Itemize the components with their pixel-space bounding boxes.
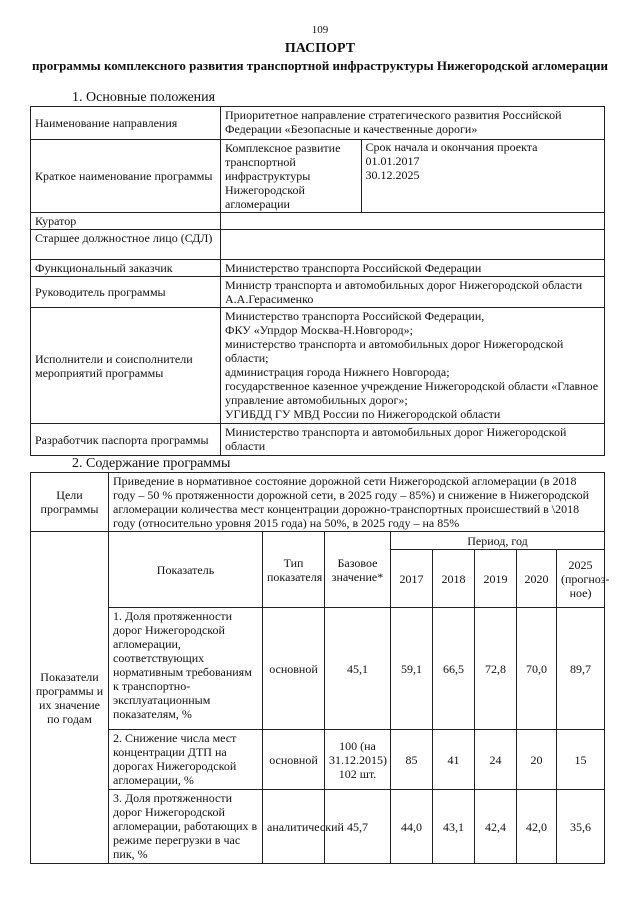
row-label: Исполнители и соисполнители мероприятий программы	[31, 308, 221, 424]
indicator-base: 100 (на 31.12.2015) 102 шт.	[325, 730, 391, 790]
indicator-value: 41	[433, 730, 475, 790]
indicator-base: 45,1	[325, 608, 391, 730]
indicators-label: Показатели программы и их значение по годам	[31, 532, 109, 864]
header-year: 2017	[391, 550, 433, 608]
indicator-name: 3. Доля протяженности дорог Нижегородской агломерации, работающих в режиме перегрузки в час пик, %	[109, 790, 263, 864]
document-title: ПАСПОРТ	[284, 41, 356, 56]
row-value: Министерство транспорта Российской Федерации	[221, 260, 605, 277]
row-value: Приоритетное направление стратегического развития Российской Федерации «Безопасные и качественные дороги»	[221, 107, 605, 140]
project-period	[361, 140, 604, 212]
indicator-value: 15	[557, 730, 605, 790]
indicator-value: 42,4	[475, 790, 517, 864]
main-provisions-table	[30, 106, 605, 456]
indicator-value: 20	[517, 730, 557, 790]
indicator-value: 42,0	[517, 790, 557, 864]
header-year: 2018	[433, 550, 475, 608]
program-content-table	[30, 472, 610, 864]
section-1-heading: 1. Основные положения	[72, 90, 216, 105]
period-label: Срок начала и окончания проекта	[365, 140, 538, 154]
indicator-base: 45,7	[325, 790, 391, 864]
goals-text: Приведение в нормативное состояние дорожной сети Нижегородской агломерации (в 2018 году – 50 % протяженности дорожной сети, в 2025 году – 85%) и снижение в Нижегородской агломерации количества мест концентрации дорожно-транспортных происшествий в \2018 году (относительно уровня 2015 года) на 50%, в 2025 году – на 85%	[109, 473, 605, 532]
header-type: Тип показателя	[263, 532, 325, 608]
row-label: Наименование направления	[31, 107, 221, 140]
indicator-value: 35,6	[557, 790, 605, 864]
indicator-value: 43,1	[433, 790, 475, 864]
row-value	[221, 230, 605, 260]
indicator-type: основной	[263, 608, 325, 730]
row-label: Краткое наименование программы	[31, 140, 221, 213]
row-label: Разработчик паспорта программы	[31, 424, 221, 456]
header-period: Период, год	[391, 532, 605, 550]
row-value	[221, 213, 605, 230]
indicator-type: аналитический	[263, 790, 325, 864]
row-value: Министерство транспорта и автомобильных дорог Нижегородской области	[221, 424, 605, 456]
header-year: 2020	[517, 550, 557, 608]
section-2-heading: 2. Содержание программы	[72, 456, 231, 471]
indicator-value: 24	[475, 730, 517, 790]
row-value: Министерство транспорта Российской Федерации, ФКУ «Упрдор Москва-Н.Новгород»; министерство транспорта и автомобильных дорог Нижегородской области; администрация города Нижнего Новгорода; государственное казенное учреждение Нижегородской области «Главное управление автомобильных дорог»; УГИБДД ГУ МВД России по Нижегородской области	[221, 308, 605, 424]
row-value: Министр транспорта и автомобильных дорог Нижегородской области А.А.Герасименко	[221, 277, 605, 308]
indicator-value: 72,8	[475, 608, 517, 730]
row-label: Руководитель программы	[31, 277, 221, 308]
row-label: Куратор	[31, 213, 221, 230]
indicator-value: 89,7	[557, 608, 605, 730]
indicator-value: 70,0	[517, 608, 557, 730]
header-base: Базовое значение*	[325, 532, 391, 608]
row-label: Старшее должностное лицо (СДЛ)	[31, 230, 221, 260]
indicator-value: 66,5	[433, 608, 475, 730]
indicator-name: 2. Снижение числа мест концентрации ДТП на дорогах Нижегородской агломерации, %	[109, 730, 263, 790]
document-subtitle: программы комплексного развития транспортной инфраструктуры Нижегородской агломерации	[31, 58, 609, 73]
period-end: 30.12.2025	[365, 168, 420, 182]
header-year: 2019	[475, 550, 517, 608]
indicator-value: 59,1	[391, 608, 433, 730]
indicator-name: 1. Доля протяженности дорог Нижегородской агломерации, соответствующих нормативным требованиям к транспортно-эксплуатационным показателям, %	[109, 608, 263, 730]
header-indicator: Показатель	[109, 532, 263, 608]
goals-label: Цели программы	[31, 473, 109, 532]
page-number: 109	[311, 24, 329, 36]
header-year: 2025 (прогнозное)	[557, 550, 605, 608]
indicator-value: 85	[391, 730, 433, 790]
indicator-value: 44,0	[391, 790, 433, 864]
row-label: Функциональный заказчик	[31, 260, 221, 277]
indicator-type: основной	[263, 730, 325, 790]
period-start: 01.01.2017	[365, 154, 420, 168]
row-value: Комплексное развитие транспортной инфраструктуры Нижегородской агломерации	[225, 141, 341, 211]
short-name-split	[221, 140, 604, 212]
